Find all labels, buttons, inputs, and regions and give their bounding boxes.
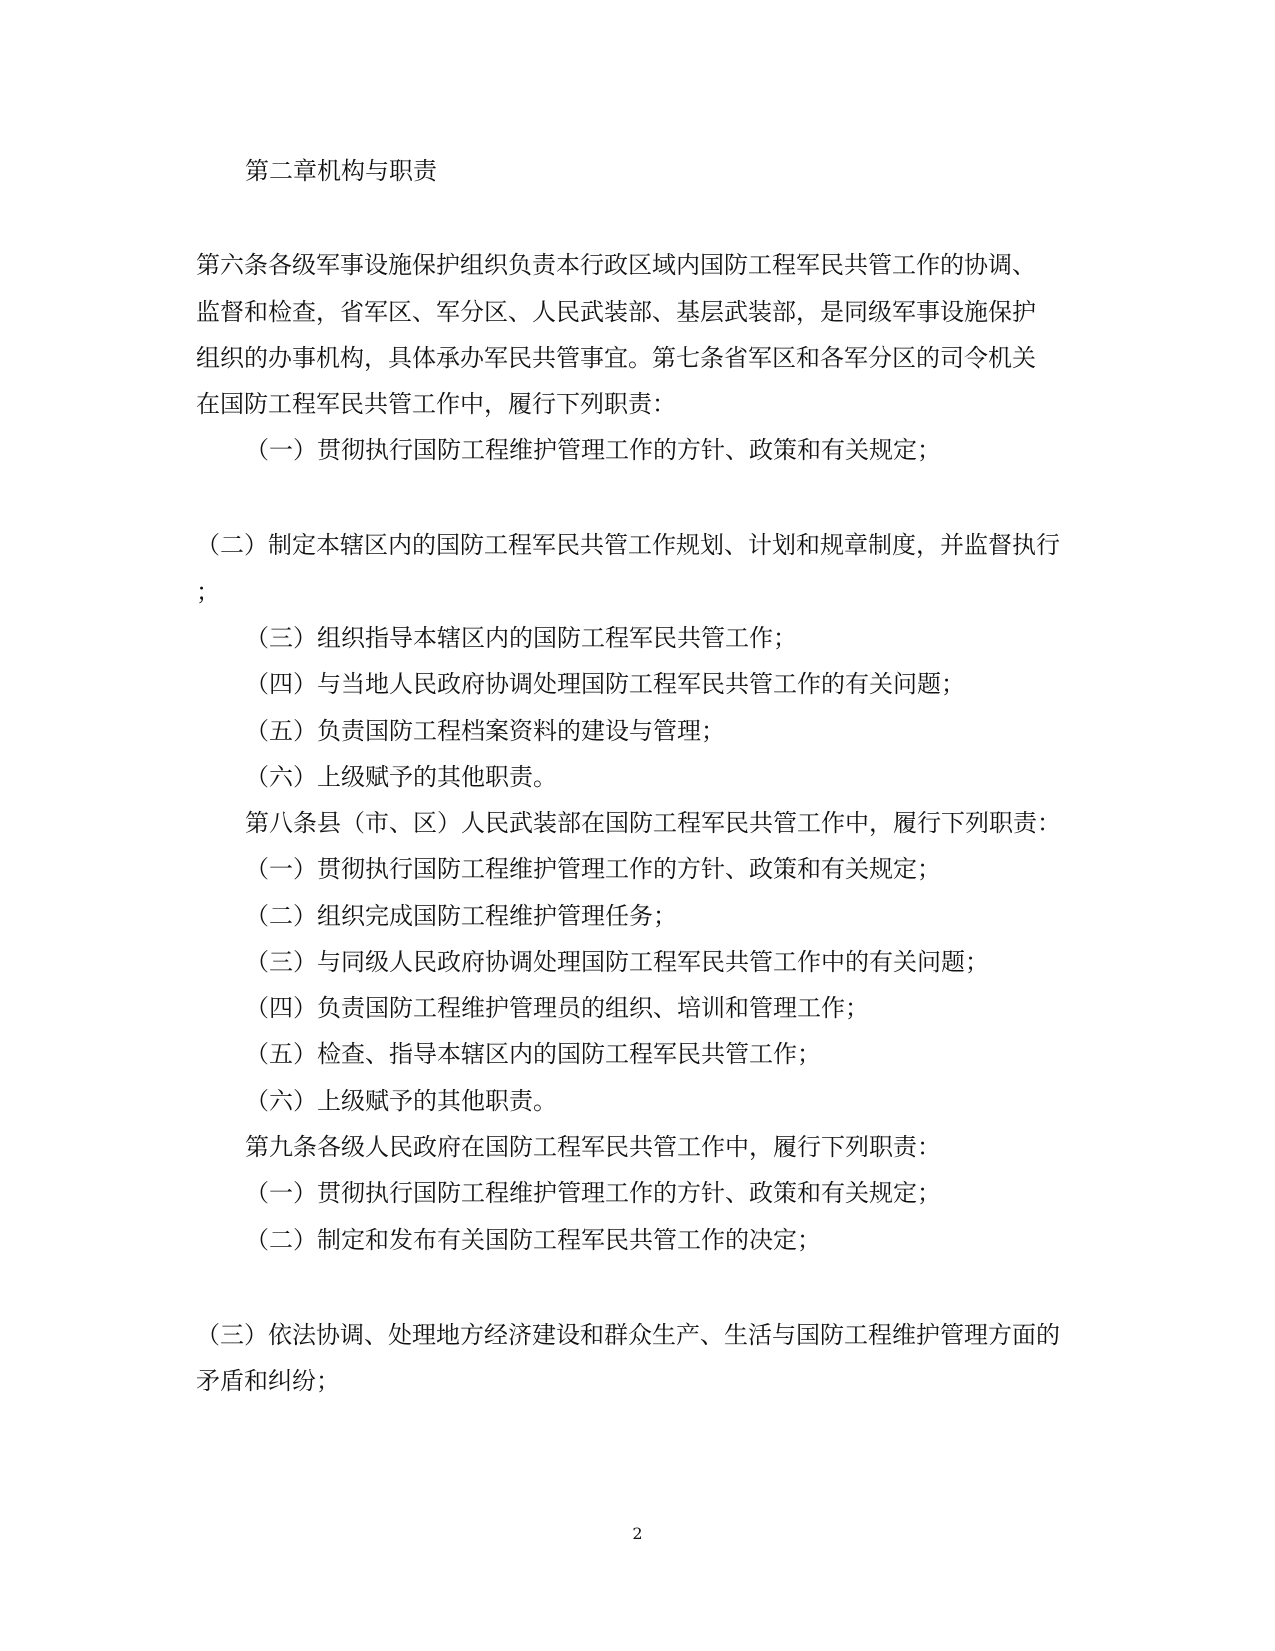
article-6-line-4: 在国防工程军民共管工作中，履行下列职责：: [196, 390, 676, 418]
article-7-item-3: （三）组织指导本辖区内的国防工程军民共管工作；: [245, 624, 797, 652]
article-8-item-6: （六）上级赋予的其他职责。: [245, 1087, 557, 1115]
chapter-heading: 第二章机构与职责: [245, 157, 437, 185]
article-6-line-1: 第六条各级军事设施保护组织负责本行政区域内国防工程军民共管工作的协调、: [196, 251, 1036, 279]
article-8-heading: 第八条县（市、区）人民武装部在国防工程军民共管工作中，履行下列职责：: [245, 809, 1061, 837]
article-6-line-3: 组织的办事机构，具体承办军民共管事宜。第七条省军区和各军分区的司令机关: [196, 344, 1036, 372]
article-8-item-2: （二）组织完成国防工程维护管理任务；: [245, 902, 677, 930]
page-number: 2: [632, 1524, 643, 1543]
article-7-item-2-end: ；: [196, 578, 220, 606]
article-9-item-2: （二）制定和发布有关国防工程军民共管工作的决定；: [245, 1226, 821, 1254]
article-9-item-3: （三）依法协调、处理地方经济建设和群众生产、生活与国防工程维护管理方面的: [196, 1321, 1060, 1349]
article-8-item-5: （五）检查、指导本辖区内的国防工程军民共管工作；: [245, 1040, 821, 1068]
article-8-item-1: （一）贯彻执行国防工程维护管理工作的方针、政策和有关规定；: [245, 855, 941, 883]
article-9-item-1: （一）贯彻执行国防工程维护管理工作的方针、政策和有关规定；: [245, 1179, 941, 1207]
article-9-item-3-end: 矛盾和纠纷；: [196, 1367, 340, 1395]
article-9-heading: 第九条各级人民政府在国防工程军民共管工作中，履行下列职责：: [245, 1133, 941, 1161]
article-6-line-2: 监督和检查，省军区、军分区、人民武装部、基层武装部，是同级军事设施保护: [196, 298, 1036, 326]
article-8-item-3: （三）与同级人民政府协调处理国防工程军民共管工作中的有关问题；: [245, 948, 989, 976]
article-7-item-6: （六）上级赋予的其他职责。: [245, 763, 557, 791]
article-7-item-1: （一）贯彻执行国防工程维护管理工作的方针、政策和有关规定；: [245, 436, 941, 464]
article-7-item-2: （二）制定本辖区内的国防工程军民共管工作规划、计划和规章制度，并监督执行: [196, 531, 1060, 559]
article-7-item-4: （四）与当地人民政府协调处理国防工程军民共管工作的有关问题；: [245, 670, 965, 698]
article-8-item-4: （四）负责国防工程维护管理员的组织、培训和管理工作；: [245, 994, 869, 1022]
article-7-item-5: （五）负责国防工程档案资料的建设与管理；: [245, 717, 725, 745]
